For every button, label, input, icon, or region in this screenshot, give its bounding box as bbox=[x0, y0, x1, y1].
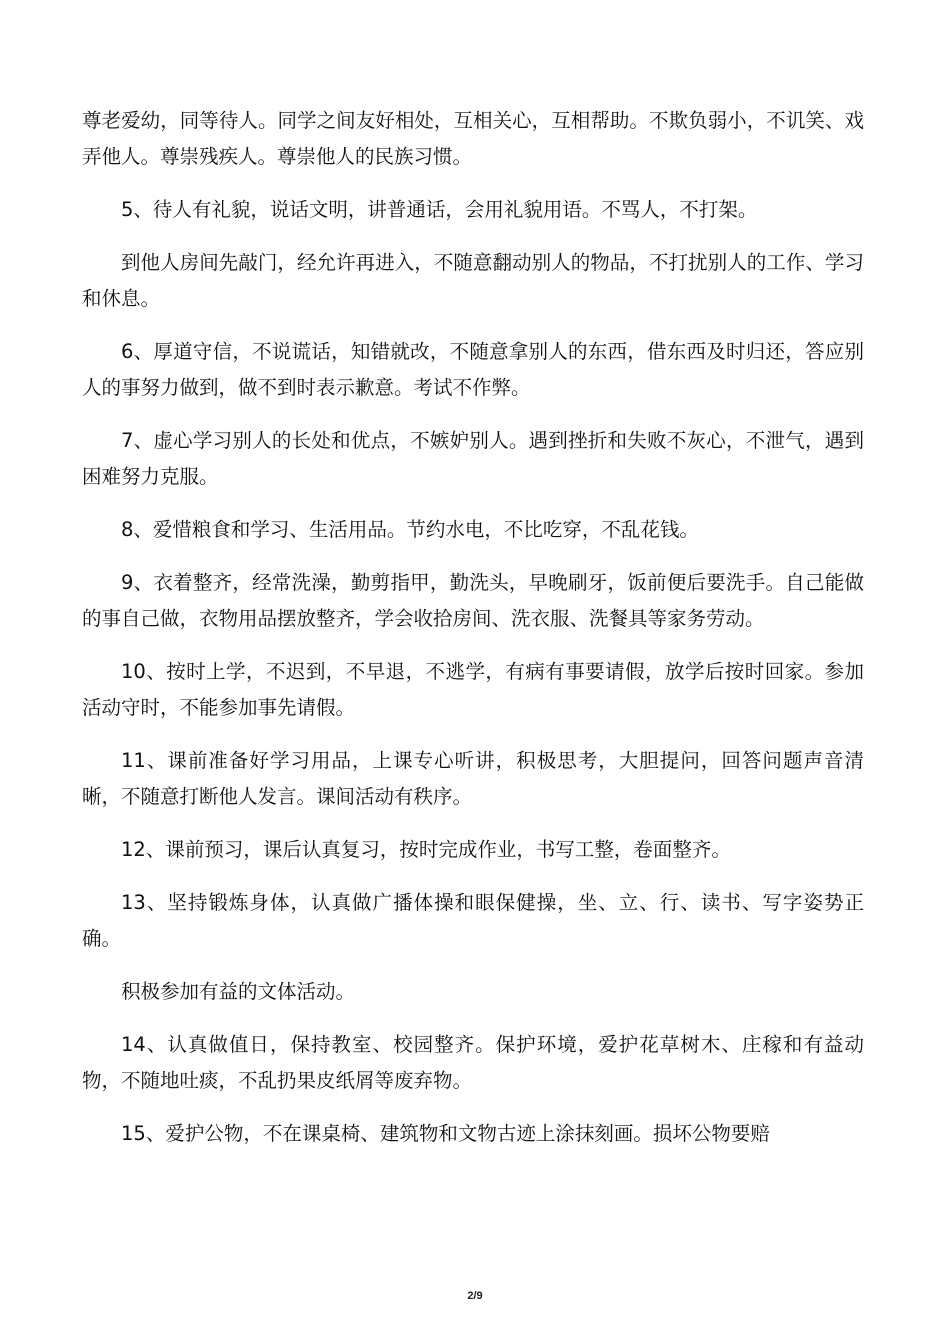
paragraph-item-13: 13、坚持锻炼身体，认真做广播体操和眼保健操，坐、立、行、读书、写字姿势正确。 bbox=[82, 891, 864, 950]
document-body bbox=[82, 103, 864, 1169]
paragraph-item-8: 8、爱惜粮食和学习、生活用品。节约水电，不比吃穿，不乱花钱。 bbox=[121, 518, 699, 541]
paragraph-item-10: 10、按时上学，不迟到，不早退，不逃学，有病有事要请假，放学后按时回家。参加活动守时，不能参加事先请假。 bbox=[82, 660, 864, 719]
paragraph-item-14: 14、认真做值日，保持教室、校园整齐。保护环境，爱护花草树木、庄稼和有益动物，不随地吐痰，不乱扔果皮纸屑等废弃物。 bbox=[82, 1033, 864, 1092]
paragraph-item-11: 11、课前准备好学习用品，上课专心听讲，积极思考，大胆提问，回答问题声音清晰，不随意打断他人发言。课间活动有秩序。 bbox=[82, 749, 864, 808]
paragraph-continuation: 尊老爱幼，同等待人。同学之间友好相处，互相关心，互相帮助。不欺负弱小，不讥笑、戏弄他人。尊崇残疾人。尊崇他人的民族习惯。 bbox=[82, 109, 864, 168]
paragraph-item-6: 6、厚道守信，不说谎话，知错就改，不随意拿别人的东西，借东西及时归还，答应别人的事努力做到，做不到时表示歉意。考试不作弊。 bbox=[82, 340, 864, 399]
page-number: 2/9 bbox=[467, 1290, 483, 1302]
paragraph-item-9: 9、衣着整齐，经常洗澡，勤剪指甲，勤洗头，早晚刷牙，饭前便后要洗手。自己能做的事自己做，衣物用品摆放整齐，学会收拾房间、洗衣服、洗餐具等家务劳动。 bbox=[82, 571, 864, 630]
paragraph-item-7: 7、虚心学习别人的长处和优点，不嫉妒别人。遇到挫折和失败不灰心，不泄气，遇到困难努力克服。 bbox=[82, 429, 864, 488]
paragraph-item-5: 5、待人有礼貌，说话文明，讲普通话，会用礼貌用语。不骂人，不打架。 bbox=[121, 198, 758, 221]
paragraph-sports-activities: 积极参加有益的文体活动。 bbox=[121, 980, 356, 1003]
paragraph-item-12: 12、课前预习，课后认真复习，按时完成作业，书写工整，卷面整齐。 bbox=[121, 838, 731, 861]
paragraph-item-15: 15、爱护公物，不在课桌椅、建筑物和文物古迹上涂抹刻画。损坏公物要赔 bbox=[121, 1122, 770, 1145]
paragraph-knock-door: 到他人房间先敲门，经允许再进入，不随意翻动别人的物品，不打扰别人的工作、学习和休息。 bbox=[82, 251, 864, 310]
